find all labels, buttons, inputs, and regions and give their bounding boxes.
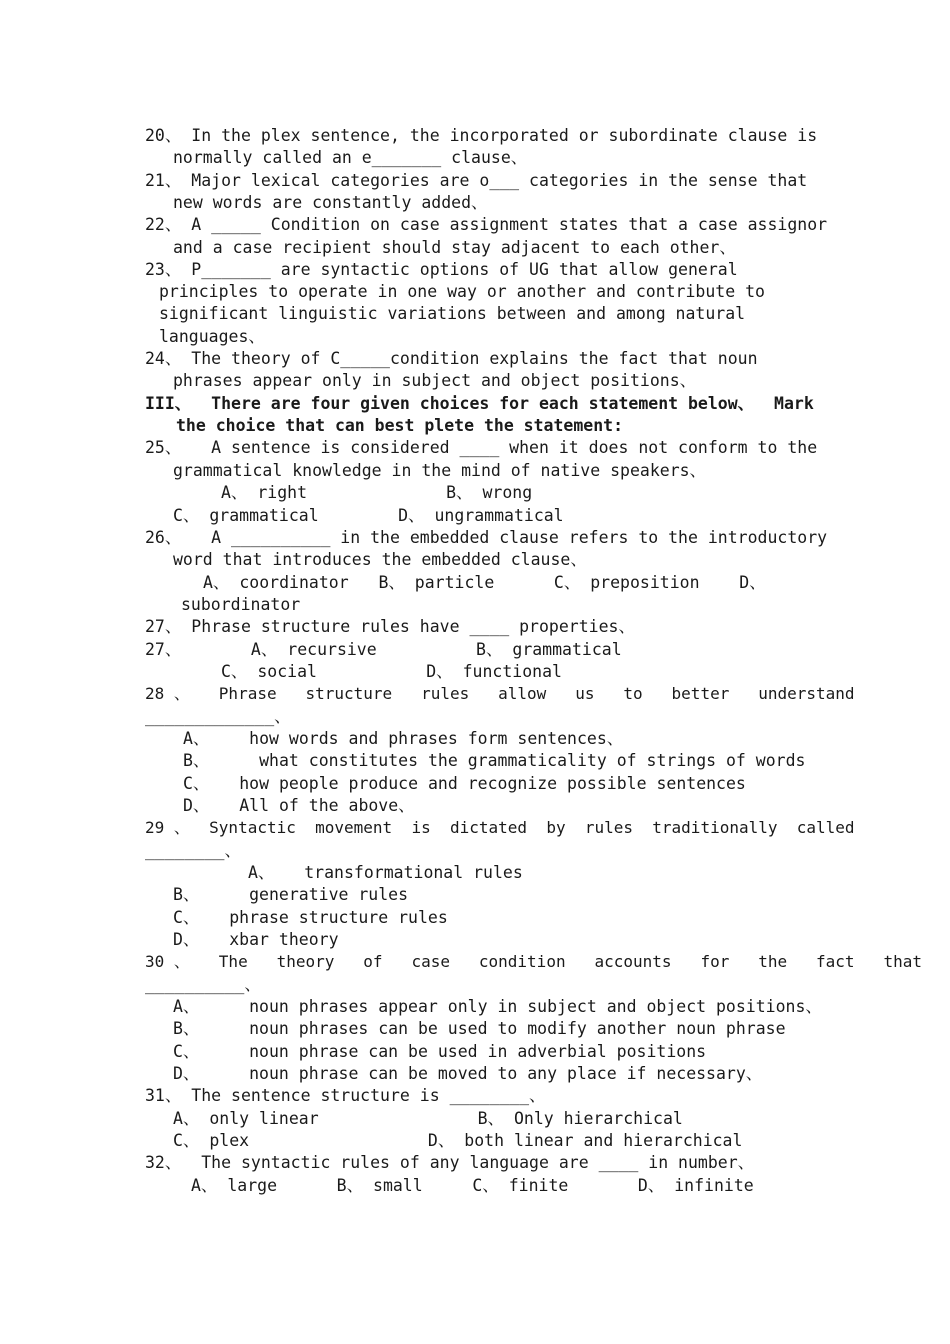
q31-options-cd: C、 plex D、 both linear and hierarchical (173, 1131, 743, 1150)
q28-option-d: D、 All of the above、 (183, 796, 415, 815)
q25-line2: grammatical knowledge in the mind of native speakers、 (173, 461, 707, 480)
q20-line1: 20、 In the plex sentence, the incorporated or subordinate clause is (145, 126, 818, 145)
q32-line1: 32、 The syntactic rules of any language are ____ in number、 (145, 1153, 755, 1172)
q25-line1: 25、 A sentence is considered ____ when it does not conform to the (145, 438, 818, 457)
q27-options-ab: 27、 A、 recursive B、 grammatical (145, 640, 622, 659)
q27-line1: 27、 Phrase structure rules have ____ properties、 (145, 617, 635, 636)
q29-line2: ________、 (145, 841, 241, 860)
q23-line3: significant linguistic variations between and among natural (159, 304, 746, 323)
q26-line1: 26、 A __________ in the embedded clause refers to the introductory (145, 528, 828, 547)
q20-line2: normally called an e_______ clause、 (173, 148, 528, 167)
q30-line2: __________、 (145, 975, 261, 994)
section-iii-heading: III、 There are four given choices for each statement below、 Mark (145, 394, 814, 413)
q21-line2: new words are constantly added、 (173, 193, 488, 212)
q28-option-a: A、 how words and phrases form sentences、 (183, 729, 624, 748)
q29-option-c: C、 phrase structure rules (173, 908, 448, 927)
q23-line1: 23、 P_______ are syntactic options of UG that allow general (145, 260, 738, 279)
q23-line4: languages、 (159, 327, 265, 346)
q29-option-d: D、 xbar theory (173, 930, 339, 949)
q28-option-c: C、 how people produce and recognize possible sentences (183, 774, 746, 793)
q31-options-ab: A、 only linear B、 Only hierarchical (173, 1109, 683, 1128)
q26-options: A、 coordinator B、 particle C、 preposition D、 (203, 573, 766, 592)
q27-options-cd: C、 social D、 functional (221, 662, 562, 681)
q32-options: A、 large B、 small C、 finite D、 infinite (191, 1176, 754, 1195)
q24-line1: 24、 The theory of C_____condition explains the fact that noun (145, 349, 758, 368)
q21-line1: 21、 Major lexical categories are o___ categories in the sense that (145, 171, 808, 190)
q28-option-b: B、 what constitutes the grammaticality of strings of words (183, 751, 806, 770)
q22-line2: and a case recipient should stay adjacent to each other、 (173, 238, 736, 257)
q24-line2: phrases appear only in subject and object positions、 (173, 371, 697, 390)
q31-line1: 31、 The sentence structure is ________、 (145, 1086, 546, 1105)
q22-line1: 22、 A _____ Condition on case assignment states that a case assignor (145, 215, 828, 234)
section-iii-heading-line2: the choice that can best plete the statement: (176, 416, 624, 435)
q23-line2: principles to operate in one way or another and contribute to (159, 282, 765, 301)
q25-options-ab: A、 right B、 wrong (221, 483, 533, 502)
q28-line1: 28 、 Phrase structure rules allow us to better understand (145, 684, 855, 703)
q26-options-cont: subordinator (181, 595, 301, 614)
q30-line1: 30 、 The theory of case condition accounts for the fact that (145, 952, 922, 971)
q29-option-a: A、 transformational rules (248, 863, 523, 882)
q26-line2: word that introduces the embedded clause、 (173, 550, 587, 569)
q30-option-d: D、 noun phrase can be moved to any place if necessary、 (173, 1064, 763, 1083)
q29-line1: 29 、 Syntactic movement is dictated by rules traditionally called (145, 818, 855, 837)
q30-option-a: A、 noun phrases appear only in subject and object positions、 (173, 997, 822, 1016)
q29-option-b: B、 generative rules (173, 885, 409, 904)
q30-option-c: C、 noun phrase can be used in adverbial positions (173, 1042, 707, 1061)
q30-option-b: B、 noun phrases can be used to modify another noun phrase (173, 1019, 786, 1038)
q28-line2: _____________、 (145, 707, 291, 726)
q25-options-cd: C、 grammatical D、 ungrammatical (173, 506, 564, 525)
